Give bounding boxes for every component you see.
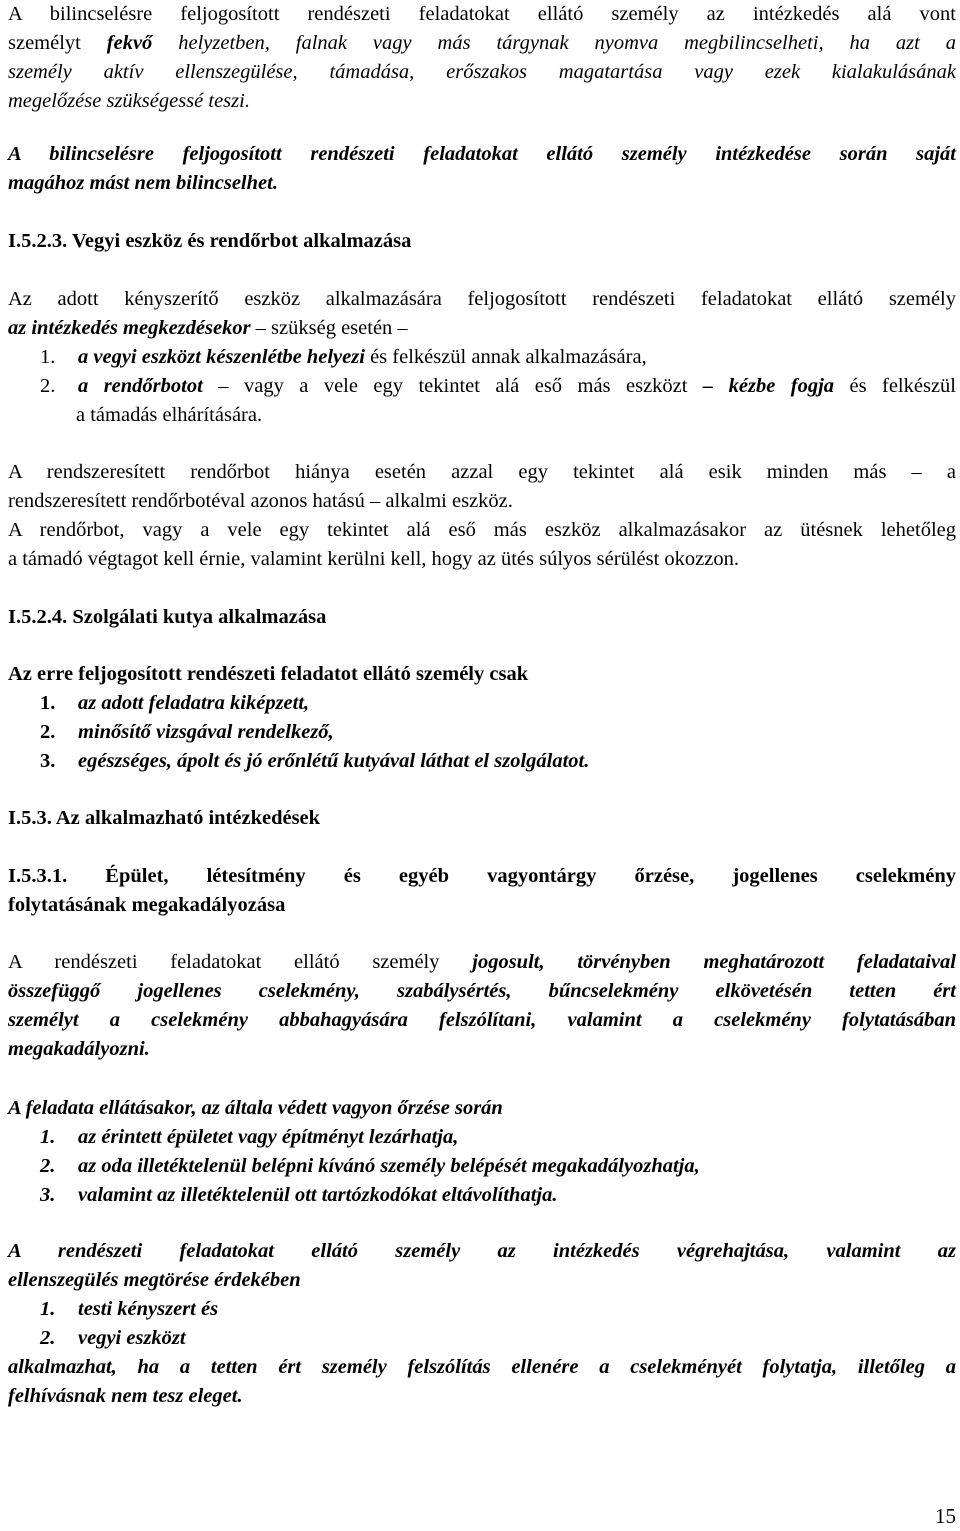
list-item: 2. minősítő vizsgával rendelkező,: [40, 721, 334, 743]
paragraph-resistance: A rendészeti feladatokat ellátó személy az intézkedés végrehajtása, valamint az ellenszegülés megtörése érdekében 1. testi kényszert és 2. vegyi eszközt alkalmazhat, ha a tetten ért személy felszólítás ellenére a cselekményét folytatja, illetőleg a felhívásnak nem tesz eleget.: [8, 1240, 956, 1407]
list-item: 1. testi kényszert és: [40, 1298, 219, 1320]
paragraph-chemical-baton: Az adott kényszerítő eszköz alkalmazására feljogosított rendészeti feladatokat ellátó személy az intézkedés megkezdésekor – szükség esetén – 1. a vegyi eszközt készenlétbe helyezi és felkészül annak alkalmazására, 2. a rendőrbotot – vagy a vele egy tekintet alá eső más eszközt – kézbe fogja és felkészül a támadás elhárítására.: [8, 288, 957, 426]
page-number: 15: [935, 1504, 956, 1528]
paragraph-handcuff-position: A bilincselésre feljogosított rendészeti feladatokat ellátó személy az intézkedés alá vont személyt fekvő helyzetben, falnak vagy más tárgynak nyomva megbilincselheti, ha azt a személy aktív ellenszegülése, támadása, erőszakos magatartása vagy ezek kialakulásának megelőzése szükségessé teszi.: [8, 3, 956, 112]
list-item: 1. a vegyi eszközt készenlétbe helyezi és felkészül annak alkalmazására,: [40, 346, 647, 368]
list-item: 3. valamint az illetéktelenül ott tartózkodókat eltávolíthatja.: [40, 1184, 558, 1206]
list-item: 2. a rendőrbotot – vagy a vele egy tekintet alá eső más eszközt – kézbe fogja és felkészül: [40, 375, 957, 397]
paragraph-authority: A rendészeti feladatokat ellátó személy jogosult, törvényben meghatározott feladataival összefüggő jogellenes cselekmény, szabálysértés, bűncselekmény elkövetésén tetten ért személyt a cselekmény abbahagyására felszólítani, valamint a cselekmény folytatásában megakadályozni.: [8, 951, 956, 1060]
heading-applicable-measures: I.5.3. Az alkalmazható intézkedések: [8, 807, 321, 829]
heading-chemical-baton: I.5.2.3. Vegyi eszköz és rendőrbot alkalmazása: [8, 230, 412, 252]
heading-building-guarding: I.5.3.1. Épület, létesítmény és egyéb vagyontárgy őrzése, jogellenes cselekmény folytatásának megakadályozása: [8, 865, 956, 916]
paragraph-baton-rules: A rendszeresített rendőrbot hiánya esetén azzal egy tekintet alá esik minden más – a rendszeresített rendőrbotéval azonos hatású – alkalmi eszköz. A rendőrbot, vagy a vele egy tekintet alá eső más eszköz alkalmazásakor az ütésnek lehetőleg a támadó végtagot kell érnie, valamint kerülni kell, hogy az ütés súlyos sérülést okozzon.: [8, 461, 956, 570]
list-item: 2. vegyi eszközt: [40, 1327, 186, 1349]
list-item: 1. az adott feladatra kiképzett,: [40, 692, 310, 714]
list-item: 3. egészséges, ápolt és jó erőnlétű kutyával láthat el szolgálatot.: [40, 750, 590, 772]
paragraph-handcuff-self: A bilincselésre feljogosított rendészeti feladatokat ellátó személy intézkedése során saját magához mást nem bilincselhet.: [8, 143, 956, 194]
list-item: 1. az érintett épületet vagy építményt lezárhatja,: [40, 1126, 459, 1148]
list-item: 2. az oda illetéktelenül belépni kívánó személy belépését megakadályozhatja,: [40, 1155, 700, 1177]
paragraph-service-dog: Az erre feljogosított rendészeti feladatot ellátó személy csak 1. az adott feladatra kiképzett, 2. minősítő vizsgával rendelkező, 3. egészséges, ápolt és jó erőnlétű kutyával láthat el szolgálatot.: [8, 660, 956, 776]
paragraph-property-guarding: A feladata ellátásakor, az általa védett vagyon őrzése során 1. az érintett épületet vagy építményt lezárhatja, 2. az oda illetéktelenül belépni kívánó személy belépését megakadályozhatja, 3. valamint az illetéktelenül ott tartózkodókat eltávolíthatja.: [8, 1094, 956, 1210]
heading-service-dog: I.5.2.4. Szolgálati kutya alkalmazása: [8, 606, 327, 628]
